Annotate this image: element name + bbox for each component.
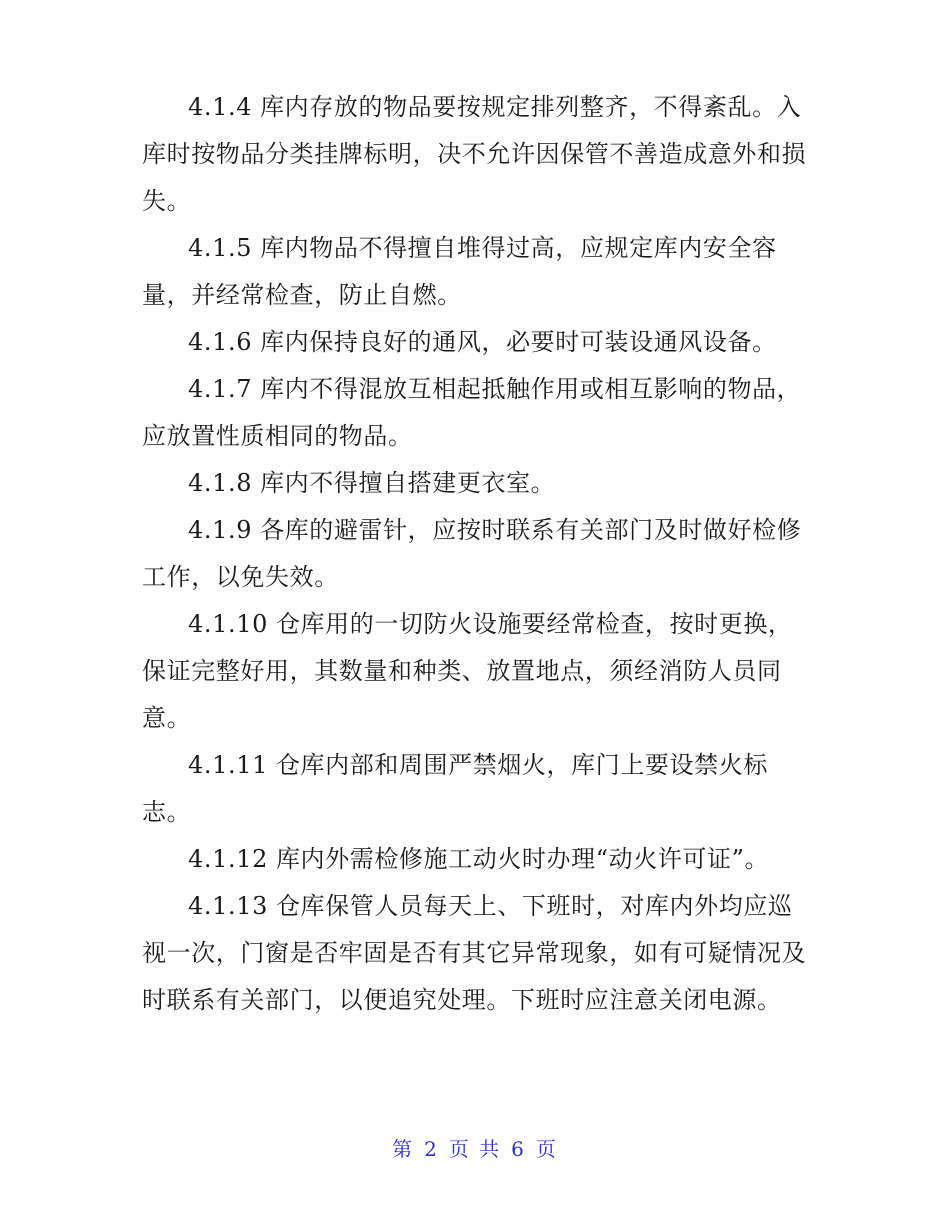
clause-4-1-12	[142, 836, 814, 883]
footer-page-number: 2	[424, 1137, 439, 1161]
clause-text: 库内外需检修施工动火时办理“动火许可证”。	[275, 845, 770, 873]
clause-text: 库内存放的物品要按规定排列整齐，不得紊乱。入库时按物品分类挂牌标明，决不允许因保管不善造成意外和损失。	[142, 93, 807, 215]
clause-text: 仓库保管人员每天上、下班时，对库内外均应巡视一次，门窗是否牢固是否有其它异常现象，如有可疑情况及时联系有关部门，以便追究处理。下班时应注意关闭电源。	[142, 892, 807, 1014]
clause-4-1-4	[142, 84, 814, 225]
clause-number: 4.1.9	[188, 516, 253, 544]
clause-4-1-7	[142, 366, 814, 460]
clause-text: 库内保持良好的通风，必要时可装设通风设备。	[260, 328, 777, 356]
clause-4-1-9	[142, 507, 814, 601]
clause-text: 库内不得擅自搭建更衣室。	[260, 469, 556, 497]
clause-number: 4.1.8	[188, 469, 253, 497]
clause-number: 4.1.11	[188, 751, 268, 779]
footer-total-pages: 6	[511, 1137, 526, 1161]
clause-number: 4.1.5	[188, 234, 253, 262]
document-body	[142, 84, 814, 1024]
footer-middle: 页 共	[448, 1137, 502, 1161]
footer-suffix: 页	[535, 1137, 558, 1161]
clause-text: 库内不得混放互相起抵触作用或相互影响的物品，应放置性质相同的物品。	[142, 375, 802, 450]
clause-4-1-8	[142, 460, 814, 507]
clause-4-1-5	[142, 225, 814, 319]
clause-4-1-10	[142, 601, 814, 742]
clause-number: 4.1.12	[188, 845, 268, 873]
clause-number: 4.1.13	[188, 892, 268, 920]
clause-4-1-6	[142, 319, 814, 366]
clause-text: 仓库内部和周围严禁烟火，库门上要设禁火标志。	[142, 751, 768, 826]
clause-number: 4.1.7	[188, 375, 253, 403]
footer-prefix: 第	[392, 1137, 415, 1161]
clause-text: 库内物品不得擅自堆得过高，应规定库内安全容量，并经常检查，防止自燃。	[142, 234, 777, 309]
page-footer	[0, 1133, 950, 1162]
clause-number: 4.1.4	[188, 93, 253, 121]
clause-number: 4.1.10	[188, 610, 268, 638]
clause-text: 仓库用的一切防火设施要经常检查，按时更换，保证完整好用，其数量和种类、放置地点，须经消防人员同意。	[142, 610, 793, 732]
clause-4-1-13	[142, 883, 814, 1024]
clause-4-1-11	[142, 742, 814, 836]
clause-text: 各库的避雷针，应按时联系有关部门及时做好检修工作，以免失效。	[142, 516, 802, 591]
clause-number: 4.1.6	[188, 328, 253, 356]
